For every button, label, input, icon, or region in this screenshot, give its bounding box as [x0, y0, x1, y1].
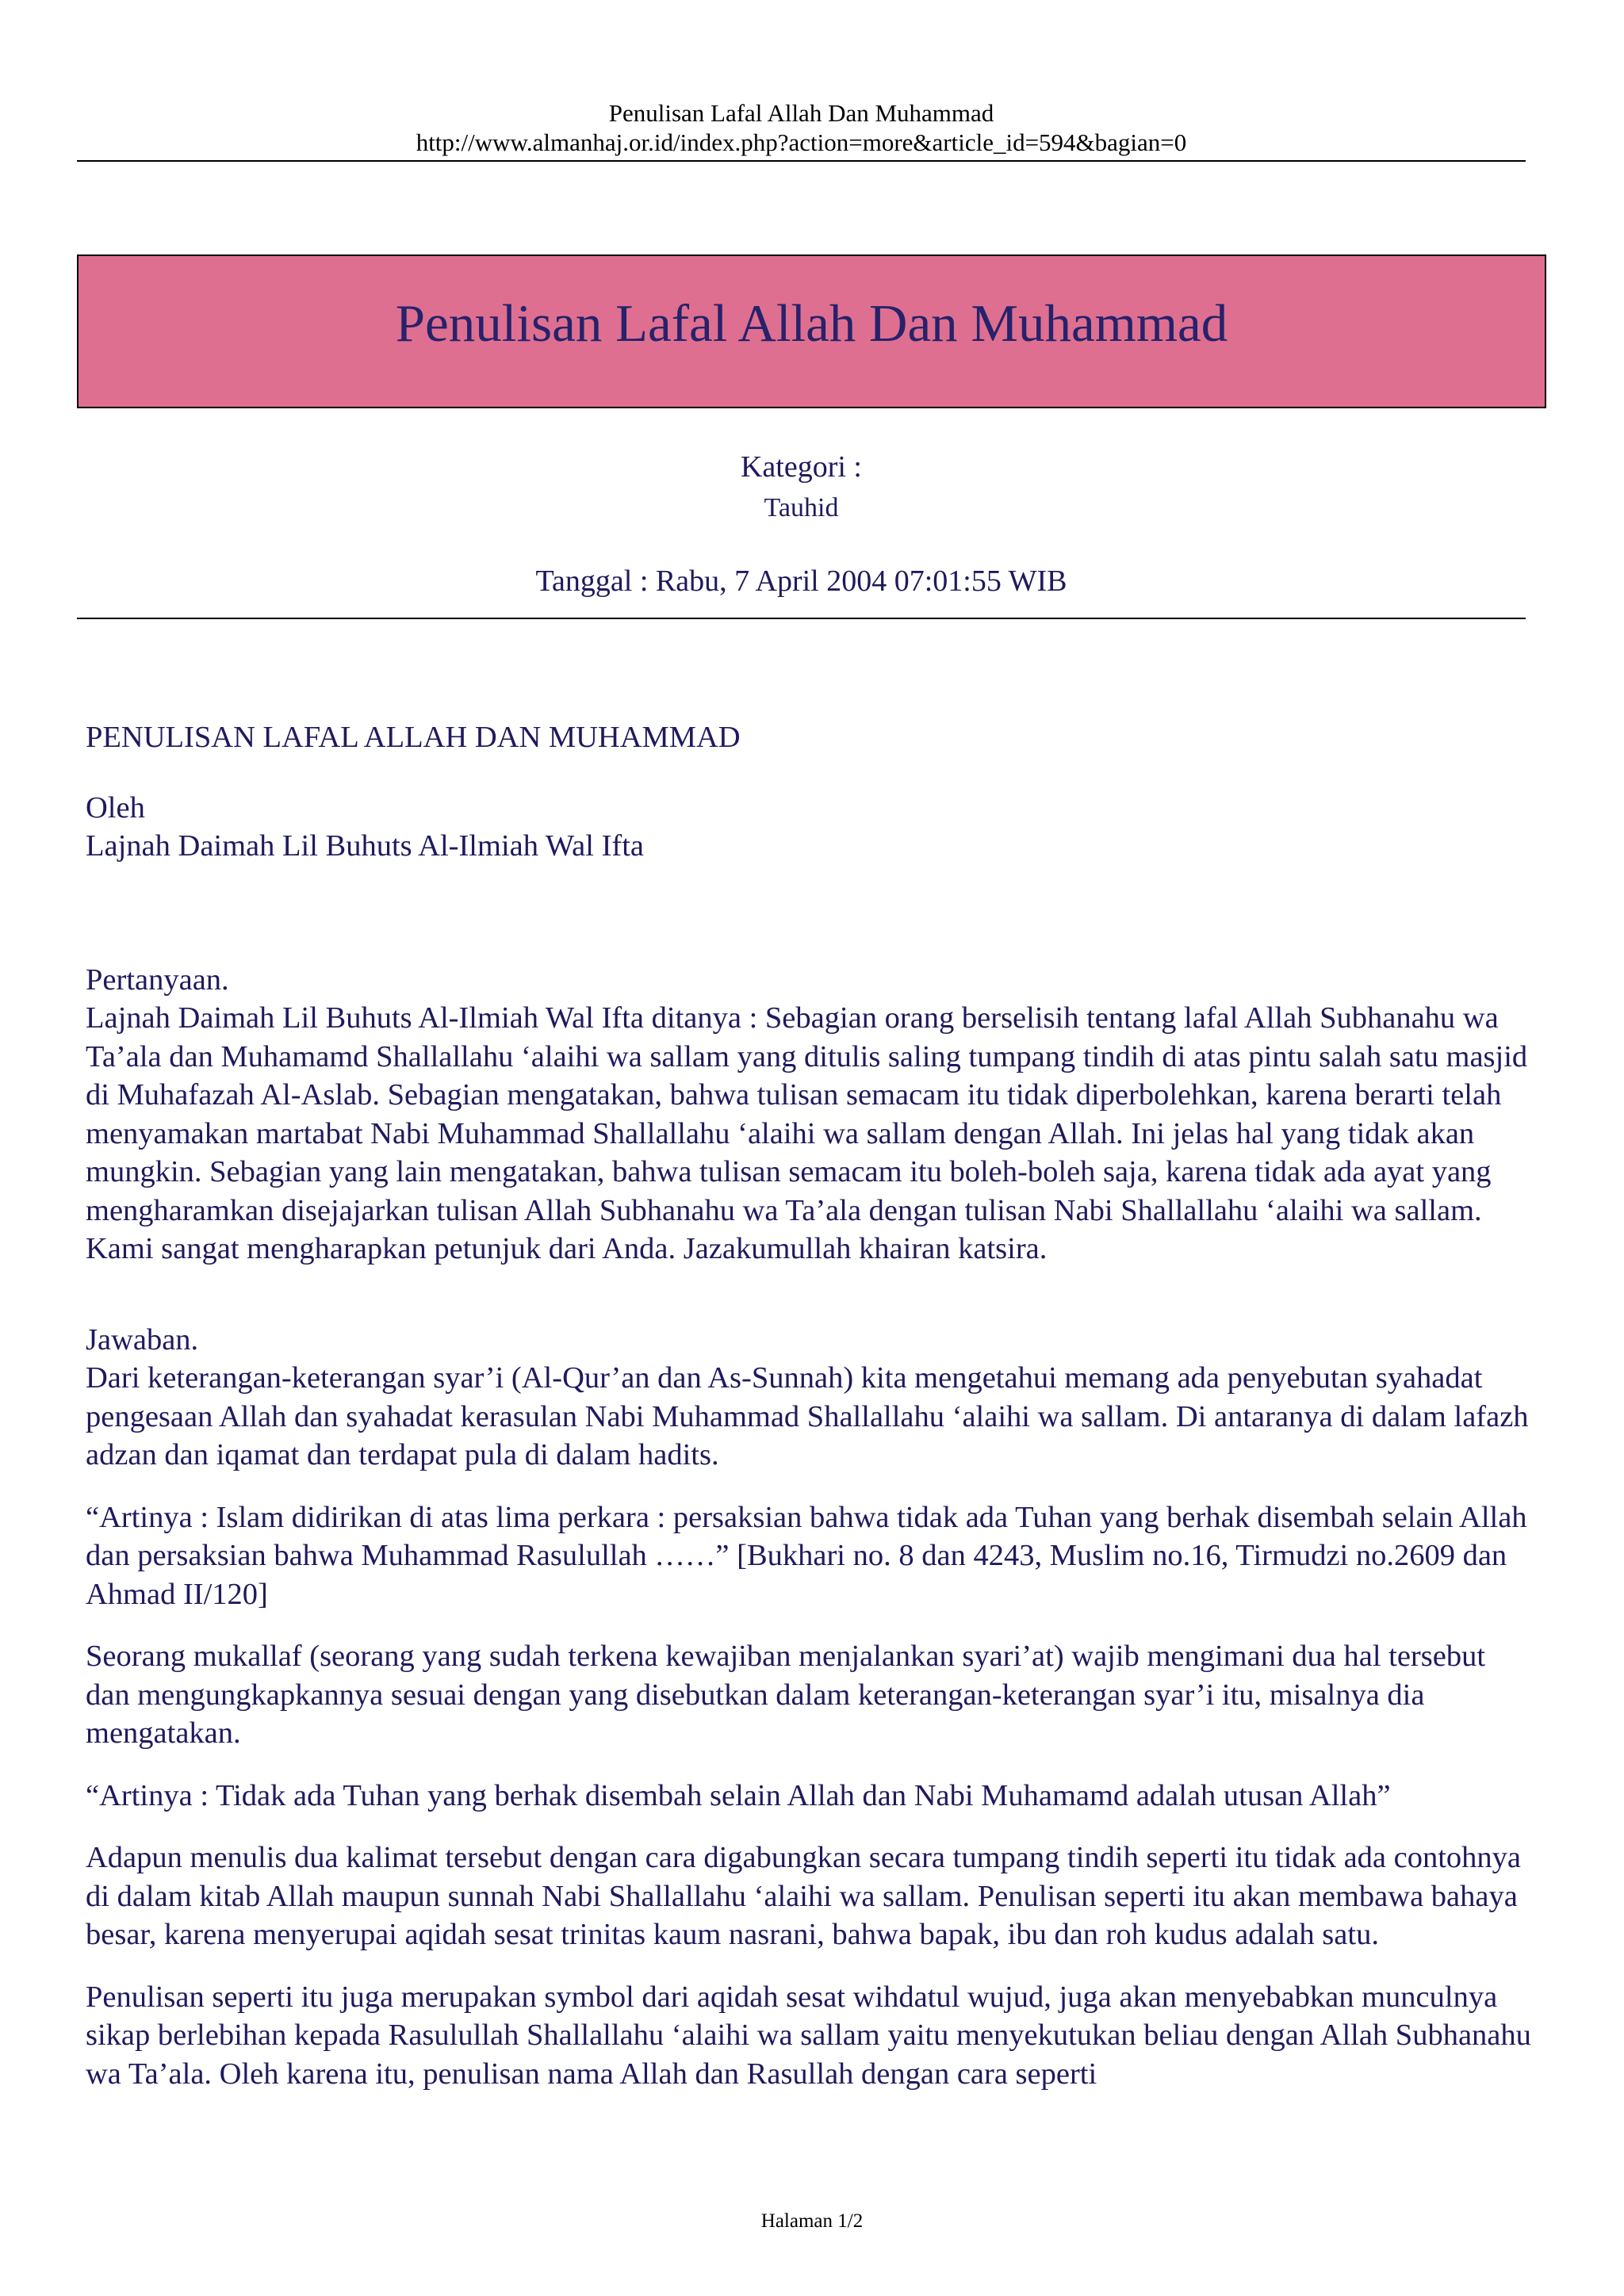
answer-paragraph-2: “Artinya : Islam didirikan di atas lima perkara : persaksian bahwa tidak ada Tuhan yang berhak disembah selain Allah dan persaksian bahwa Muhammad Rasulullah ……” [Bukhari no. 8 dan 4243, Muslim no.16, Tirmudzi no.2609 dan Ahmad II/120]: [86, 1500, 1527, 1611]
question-label: Pertanyaan.: [86, 962, 229, 997]
page-title: Penulisan Lafal Allah Dan Muhammad: [395, 293, 1228, 353]
article-heading: PENULISAN LAFAL ALLAH DAN MUHAMMAD: [86, 721, 741, 754]
answer-paragraph-6: Penulisan seperti itu juga merupakan symbol dari aqidah sesat wihdatul wujud, juga akan menyebabkan munculnya sikap berlebihan kepada Rasulullah Shallallahu ‘alaihi wa sallam yaitu menyekutukan beliau dengan Allah Subhanahu wa Ta’ala. Oleh karena itu, penulisan nama Allah dan Rasullah dengan cara seperti: [86, 1980, 1531, 2091]
article-body: [86, 718, 1537, 2093]
answer-paragraph-3: Seorang mukallaf (seorang yang sudah terkena kewajiban menjalankan syari’at) wajib mengimani dua hal tersebut dan mengungkapkannya sesuai dengan yang disebutkan dalam keterangan-keterangan syar’i itu, misalnya dia mengatakan.: [86, 1640, 1486, 1750]
title-box: [77, 254, 1546, 408]
answer-paragraph-5: Adapun menulis dua kalimat tersebut dengan cara digabungkan secara tumpang tindih seperti itu tidak ada contohnya di dalam kitab Allah maupun sunnah Nabi Shallallahu ‘alaihi wa sallam. Penulisan seperti itu akan membawa bahaya besar, karena menyerupai aqidah sesat trinitas kaum nasrani, bahwa bapak, ibu dan roh kudus adalah satu.: [86, 1841, 1522, 1951]
page-number: Halaman 1/2: [760, 2210, 864, 2232]
answer-paragraph-1: Dari keterangan-keterangan syar’i (Al-Qur’an dan As-Sunnah) kita mengetahui memang ada penyebutan syahadat pengesaan Allah dan syahadat kerasulan Nabi Muhammad Shallallahu ‘alaihi wa sallam. Di antaranya di dalam lafazh adzan dan iqamat dan terdapat pula di dalam hadits.: [86, 1361, 1529, 1471]
article-author: Lajnah Daimah Lil Buhuts Al-Ilmiah Wal Ifta: [86, 829, 644, 863]
question-text: Lajnah Daimah Lil Buhuts Al-Ilmiah Wal Ifta ditanya : Sebagian orang berselisih tentang lafal Allah Subhanahu wa Ta’ala dan Muhamamd Shallallahu ‘alaihi wa sallam yang ditulis saling tumpang tindih di atas pintu salah satu masjid di Muhafazah Al-Aslab. Sebagian mengatakan, bahwa tulisan semacam itu tidak diperbolehkan, karena berarti telah menyamakan martabat Nabi Muhammad Shallallahu ‘alaihi wa sallam dengan Allah. Ini jelas hal yang tidak akan mungkin. Sebagian yang lain mengatakan, bahwa tulisan semacam itu boleh-boleh saja, karena tidak ada ayat yang mengharamkan disejajarkan tulisan Allah Subhanahu wa Ta’ala dengan tulisan Nabi Shallallahu ‘alaihi wa sallam. Kami sangat mengharapkan petunjuk dari Anda. Jazakumullah khairan katsira.: [86, 1001, 1528, 1265]
answer-label: Jawaban.: [86, 1322, 199, 1357]
kategori-label: Kategori :: [740, 450, 862, 484]
header-url: http://www.almanhaj.or.id/index.php?action=more&article_id=594&bagian=0: [416, 128, 1187, 156]
meta-divider: [77, 618, 1526, 619]
running-header: [77, 98, 1526, 162]
answer-paragraph-4: “Artinya : Tidak ada Tuhan yang berhak disembah selain Allah dan Nabi Muhamamd adalah utusan Allah”: [86, 1778, 1391, 1812]
kategori-value: Tauhid: [764, 493, 839, 522]
header-title: Penulisan Lafal Allah Dan Muhammad: [608, 99, 994, 127]
tanggal-line: Tanggal : Rabu, 7 April 2004 07:01:55 WIB: [535, 564, 1067, 598]
oleh-label: Oleh: [86, 790, 145, 825]
